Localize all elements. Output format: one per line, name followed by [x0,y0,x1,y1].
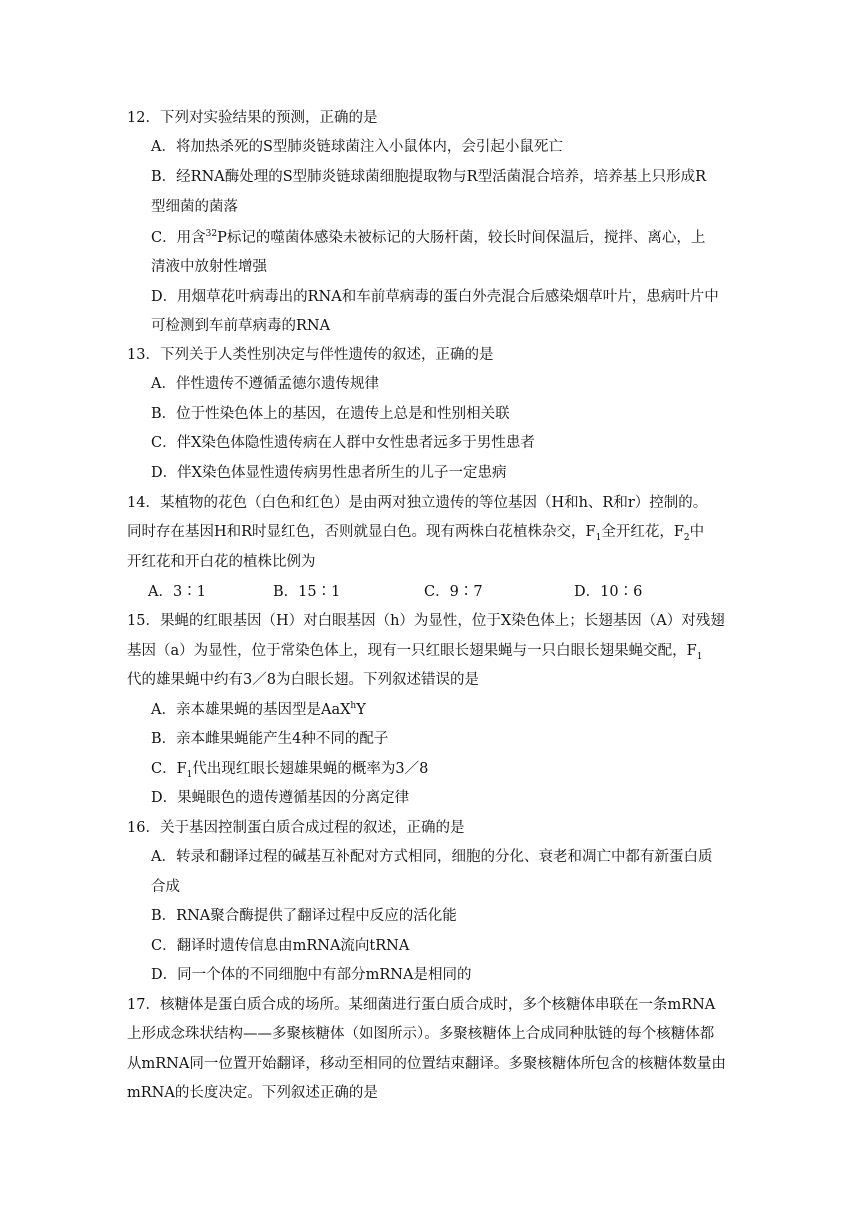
q17-stem-line2: 上形成念珠状结构——多聚核糖体（如图所示）。多聚核糖体上合成同种肽链的每个核糖体都 [127,1026,715,1042]
q15-option-c: C．$F_1$代出现红眼长翅雄果蝇的概率为3／8 [151,761,429,780]
q13-option-a: A．伴性遗传不遵循孟德尔遗传规律 [151,376,379,392]
q12-option-b-cont: 型细菌的菌落 [151,199,238,215]
q12-option-b: B．经RNA酶处理的S型肺炎链球菌细胞提取物与R型活菌混合培养，培养基上只形成R [151,169,706,185]
q12-stem: 12．下列对实验结果的预测，正确的是 [127,110,378,126]
q13-option-b: B．位于性染色体上的基因，在遗传上总是和性别相关联 [151,406,510,422]
q12-option-d: D．用烟草花叶病毒出的RNA和车前草病毒的蛋白外壳混合后感染烟草叶片，患病叶片中 [151,289,719,305]
q16-option-c: C．翻译时遗传信息由mRNA流向tRNA [151,938,410,954]
q16-option-a: A．转录和翻译过程的碱基互补配对方式相同，细胞的分化、衰老和凋亡中都有新蛋白质 [151,849,713,865]
q14-stem-line2: 同时存在基因H和R时显红色，否则就显白色。现有两株白花植株杂交，$F_1$全开红花，$F_2$中 [127,524,705,543]
q14-option-c: C．9∶7 [424,584,483,600]
q13-stem: 13．下列关于人类性别决定与伴性遗传的叙述，正确的是 [127,347,494,363]
q13-option-d: D．伴X染色体显性遗传病男性患者所生的儿子一定患病 [151,465,507,481]
q12-option-c-cont: 清液中放射性增强 [151,259,267,275]
q15-option-b: B．亲本雌果蝇能产生4种不同的配子 [151,731,389,747]
q16-option-a-cont: 合成 [151,879,180,895]
q17-stem-line1: 17．核糖体是蛋白质合成的场所。某细菌进行蛋白质合成时，多个核糖体串联在一条mRNA [127,997,716,1013]
q17-stem-line3: 从mRNA同一位置开始翻译，移动至相同的位置结束翻译。多聚核糖体所包含的核糖体数量由 [127,1056,726,1072]
q14-option-b: B．15∶1 [273,584,341,600]
q12-option-c: C．用含$^{32}$P标记的噬菌体感染未被标记的大肠杆菌，较长时间保温后，搅拌、离心，上 [151,229,706,246]
q15-stem-line1: 15．果蝇的红眼基因（H）对白眼基因（h）为显性，位于X染色体上；长翅基因（A）对残翅 [127,613,725,629]
q16-option-d: D．同一个体的不同细胞中有部分mRNA是相同的 [151,967,472,983]
q14-option-a: A．3∶1 [148,584,206,600]
q14-stem-line3: 开红花和开白花的植株比例为 [127,554,316,570]
q12-option-d-cont: 可检测到车前草病毒的RNA [151,318,331,334]
q15-stem-line2: 基因（a）为显性，位于常染色体上，现有一只红眼长翅果蝇与一只白眼长翅果蝇交配，$F_1$ [127,643,703,662]
q15-option-d: D．果蝇眼色的遗传遵循基因的分离定律 [151,790,410,806]
q15-stem-line3: 代的雄果蝇中约有3／8为白眼长翅。下列叙述错误的是 [127,672,479,688]
q16-stem: 16．关于基因控制蛋白质合成过程的叙述，正确的是 [127,820,465,836]
q14-option-d: D．10∶6 [574,584,643,600]
q14-stem-line1: 14．某植物的花色（白色和红色）是由两对独立遗传的等位基因（H和h、R和r）控制的。 [127,495,708,511]
q15-option-a: A．亲本雄果蝇的基因型是AaX$^h$Y [151,701,366,718]
q13-option-c: C．伴X染色体隐性遗传病在人群中女性患者远多于男性患者 [151,435,535,451]
q17-stem-line4: mRNA的长度决定。下列叙述正确的是 [127,1085,378,1101]
q12-option-a: A．将加热杀死的S型肺炎链球菌注入小鼠体内，会引起小鼠死亡 [151,139,563,155]
q16-option-b: B．RNA聚合酶提供了翻译过程中反应的活化能 [151,908,457,924]
